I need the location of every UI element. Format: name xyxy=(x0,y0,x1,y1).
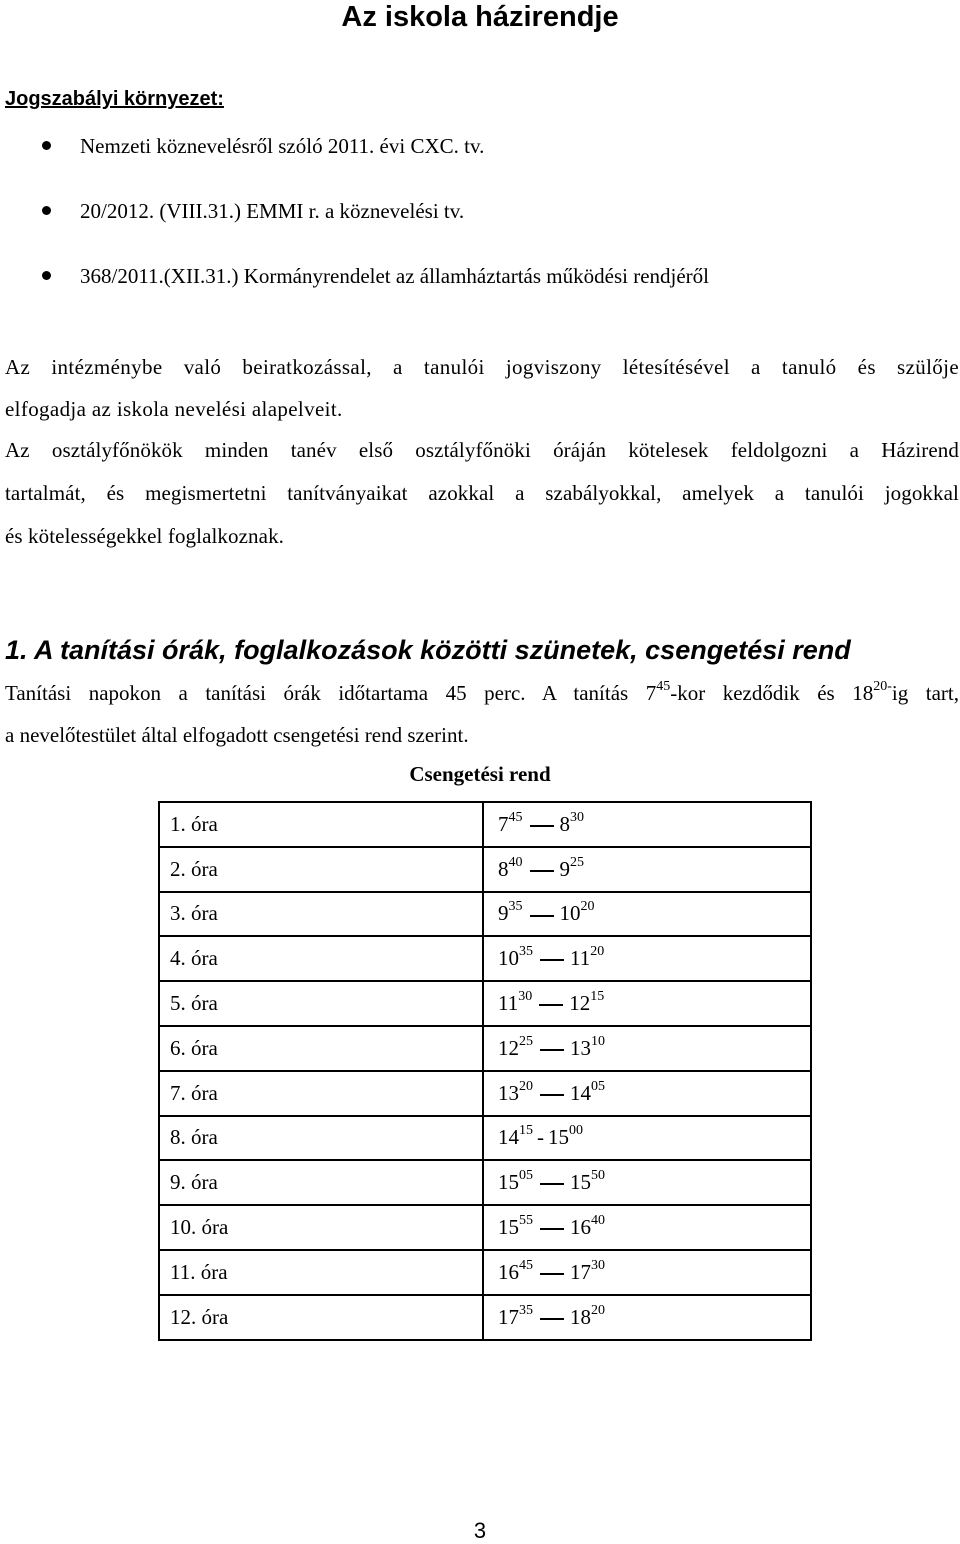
end-hour: 13 xyxy=(570,1035,591,1060)
end-minute: 25 xyxy=(570,854,584,870)
start-minute: 35 xyxy=(519,1302,533,1318)
table-row xyxy=(159,1071,811,1116)
schedule-title: Csengetési rend xyxy=(409,762,551,786)
time-separator xyxy=(530,825,554,827)
table-row xyxy=(159,1250,811,1295)
section-line-2: a nevelőtestület által elfogadott csengetési rend szerint. xyxy=(5,723,469,747)
table-row xyxy=(159,802,811,847)
lesson-cell: 3. óra xyxy=(159,892,483,937)
start-minute: 35 xyxy=(508,899,523,915)
time-separator xyxy=(530,870,554,872)
time-separator xyxy=(540,1273,564,1275)
end-hour: 8 xyxy=(559,811,570,836)
end-minute: 50 xyxy=(591,1168,605,1184)
start-minute: 15 xyxy=(519,1123,533,1139)
lesson-cell: 2. óra xyxy=(159,847,483,892)
time-separator xyxy=(540,1318,564,1320)
section-text-c: ig tart, xyxy=(891,681,959,705)
end-hour: 14 xyxy=(570,1080,591,1105)
lesson-cell: 9. óra xyxy=(159,1160,483,1205)
start-hour: 11 xyxy=(498,991,519,1016)
paragraph-line: és kötelességekkel foglalkoznak. xyxy=(5,524,285,548)
end-minute: 20 xyxy=(580,899,595,915)
lesson-cell: 8. óra xyxy=(159,1116,483,1161)
paragraph-line: elfogadja az iskola nevelési alapelveit. xyxy=(5,397,343,421)
time-cell xyxy=(483,1071,811,1116)
paragraph-line: Az intézménybe való beiratkozással, a tanulói jogviszony létesítésével a tanuló és szülője xyxy=(5,355,959,379)
start-hour: 7 xyxy=(498,811,509,836)
lesson-cell: 12. óra xyxy=(159,1295,483,1340)
start-minute: 20 xyxy=(519,1078,533,1094)
start-hour: 8 xyxy=(498,856,509,881)
end-hour: 18 xyxy=(570,1304,591,1329)
start-minute: 35 xyxy=(519,944,533,960)
end-minute: 40 xyxy=(591,1213,605,1229)
lesson-cell: 6. óra xyxy=(159,1026,483,1071)
end-minute: 00 xyxy=(569,1123,583,1139)
legal-heading: Jogszabályi környezet: xyxy=(5,88,224,110)
start-minute: 55 xyxy=(519,1213,533,1229)
time-cell xyxy=(483,1160,811,1205)
end-minute: 20 xyxy=(590,944,605,960)
table-row xyxy=(159,1116,811,1161)
page-number: 3 xyxy=(473,1518,487,1543)
end-minute: 10 xyxy=(591,1033,605,1049)
time-cell xyxy=(483,802,811,847)
time-cell xyxy=(483,981,811,1026)
table-row xyxy=(159,1026,811,1071)
time-cell xyxy=(483,1295,811,1340)
section-text-b: -kor kezdődik és 18 xyxy=(670,681,874,705)
end-hour: 15 xyxy=(548,1125,569,1150)
end-minute: 20 xyxy=(591,1302,605,1318)
schedule-table xyxy=(158,801,812,1341)
enrollment-paragraph xyxy=(5,346,959,430)
table-row xyxy=(159,981,811,1026)
section-heading: 1. A tanítási órák, foglalkozások közötti szünetek, csengetési rend xyxy=(5,635,851,665)
end-minute: 30 xyxy=(591,1257,605,1273)
time-separator xyxy=(540,959,564,961)
table-row xyxy=(159,847,811,892)
bullet-dot-icon xyxy=(42,206,51,215)
lesson-cell: 4. óra xyxy=(159,936,483,981)
time-separator xyxy=(530,915,554,917)
lesson-cell: 5. óra xyxy=(159,981,483,1026)
start-hour: 17 xyxy=(498,1304,519,1329)
end-hour: 16 xyxy=(570,1215,591,1240)
table-row xyxy=(159,936,811,981)
end-hour: 10 xyxy=(559,901,581,926)
start-hour: 13 xyxy=(498,1080,519,1105)
time-cell xyxy=(483,892,811,937)
class-teacher-paragraph xyxy=(5,429,959,558)
time-cell xyxy=(483,936,811,981)
legal-item-1: Nemzeti köznevelésről szóló 2011. évi CXC. tv. xyxy=(80,134,485,158)
paragraph-line: tartalmát, és megismertetni tanítványaikat azokkal a szabályokkal, amelyek a tanulói jogokkal xyxy=(5,481,959,505)
start-minute: 40 xyxy=(508,854,523,870)
end-minute: 05 xyxy=(591,1078,605,1094)
start-hour: 9 xyxy=(498,901,509,926)
start-hour: 15 xyxy=(498,1170,519,1195)
time-cell xyxy=(483,847,811,892)
time-cell xyxy=(483,1116,811,1161)
section-line-1 xyxy=(5,672,959,714)
end-hour: 9 xyxy=(559,856,570,881)
page-title: Az iskola házirendje xyxy=(341,1,619,33)
time-separator xyxy=(540,1049,564,1051)
time-cell xyxy=(483,1205,811,1250)
lesson-cell: 11. óra xyxy=(159,1250,483,1295)
lesson-cell: 7. óra xyxy=(159,1071,483,1116)
start-minute-sup: 45 xyxy=(656,679,671,694)
time-separator xyxy=(539,1004,563,1006)
end-hour: 17 xyxy=(570,1259,591,1284)
table-row xyxy=(159,892,811,937)
lesson-cell: 10. óra xyxy=(159,1205,483,1250)
lesson-cell: 1. óra xyxy=(159,802,483,847)
legal-item-2: 20/2012. (VIII.31.) EMMI r. a köznevelési tv. xyxy=(80,199,465,223)
start-minute: 25 xyxy=(519,1033,533,1049)
end-hour: 12 xyxy=(569,991,591,1016)
start-hour: 12 xyxy=(498,1035,519,1060)
table-row xyxy=(159,1160,811,1205)
end-hour: 15 xyxy=(570,1170,591,1195)
bullet-dot-icon xyxy=(42,271,51,280)
time-cell xyxy=(483,1026,811,1071)
start-hour: 10 xyxy=(498,946,519,971)
time-separator xyxy=(540,1094,564,1096)
section-paragraph xyxy=(5,672,959,756)
start-minute: 05 xyxy=(519,1168,533,1184)
start-hour: 14 xyxy=(498,1125,519,1150)
paragraph-line: Az osztályfőnökök minden tanév első osztályfőnöki óráján kötelesek feldolgozni a Házirend xyxy=(5,438,959,462)
time-separator xyxy=(540,1228,564,1230)
time-cell xyxy=(483,1250,811,1295)
time-separator xyxy=(540,1183,564,1185)
end-hour: 11 xyxy=(570,946,591,971)
start-minute: 45 xyxy=(519,1257,533,1273)
bullet-dot-icon xyxy=(42,141,51,150)
time-separator: - xyxy=(537,1125,544,1150)
start-minute: 30 xyxy=(518,989,533,1005)
start-hour: 16 xyxy=(498,1259,519,1284)
section-text-a: Tanítási napokon a tanítási órák időtartama 45 perc. A tanítás 7 xyxy=(5,681,657,705)
start-hour: 15 xyxy=(498,1215,519,1240)
start-minute: 45 xyxy=(508,809,523,825)
end-minute-sup: 20- xyxy=(873,679,892,694)
end-minute: 30 xyxy=(570,809,584,825)
end-minute: 15 xyxy=(590,989,605,1005)
legal-item-3: 368/2011.(XII.31.) Kormányrendelet az államháztartás működési rendjéről xyxy=(80,264,709,288)
table-row xyxy=(159,1295,811,1340)
table-row xyxy=(159,1205,811,1250)
